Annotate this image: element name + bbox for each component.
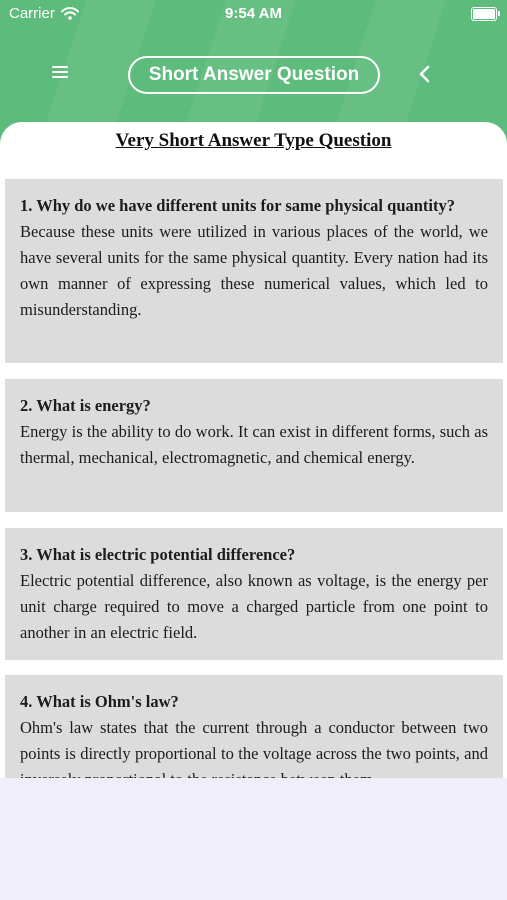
qa-item (5, 179, 503, 363)
menu-icon[interactable] (52, 66, 68, 80)
battery-icon (471, 7, 497, 21)
answer-text: Ohm's law states that the current through a conductor between two points is directly proportional to the voltage across the two points, and (20, 718, 488, 763)
status-bar (0, 0, 507, 28)
bottom-blank-area (0, 778, 507, 900)
question-text: 2. What is energy? (20, 396, 151, 415)
clock: 9:54 AM (225, 5, 282, 22)
answer-text: Because these units were utilized in various places of the world, we have several units for the same physical quantity. Every nation had its own manner of expressing these numerical values, which led to misunderstanding. (20, 222, 488, 319)
carrier-label: Carrier (9, 5, 55, 22)
answer-text: Electric potential difference, also known as voltage, is the energy per unit charge required to move a charged particle from one point to another in an electric field. (20, 571, 488, 642)
content-card (0, 122, 507, 778)
answer-text: Energy is the ability to do work. It can exist in different forms, such as thermal, mechanical, electromagnetic, and chemical energy. (20, 422, 488, 467)
back-chevron-icon[interactable] (416, 64, 434, 84)
question-text: 1. Why do we have different units for same physical quantity? (20, 196, 455, 215)
question-text: 3. What is electric potential difference? (20, 545, 296, 564)
qa-item (5, 379, 503, 512)
question-text: 4. What is Ohm's law? (20, 692, 179, 711)
page-title: Short Answer Question (128, 56, 380, 94)
section-title: Very Short Answer Type Question (115, 130, 392, 151)
qa-item (5, 528, 503, 660)
